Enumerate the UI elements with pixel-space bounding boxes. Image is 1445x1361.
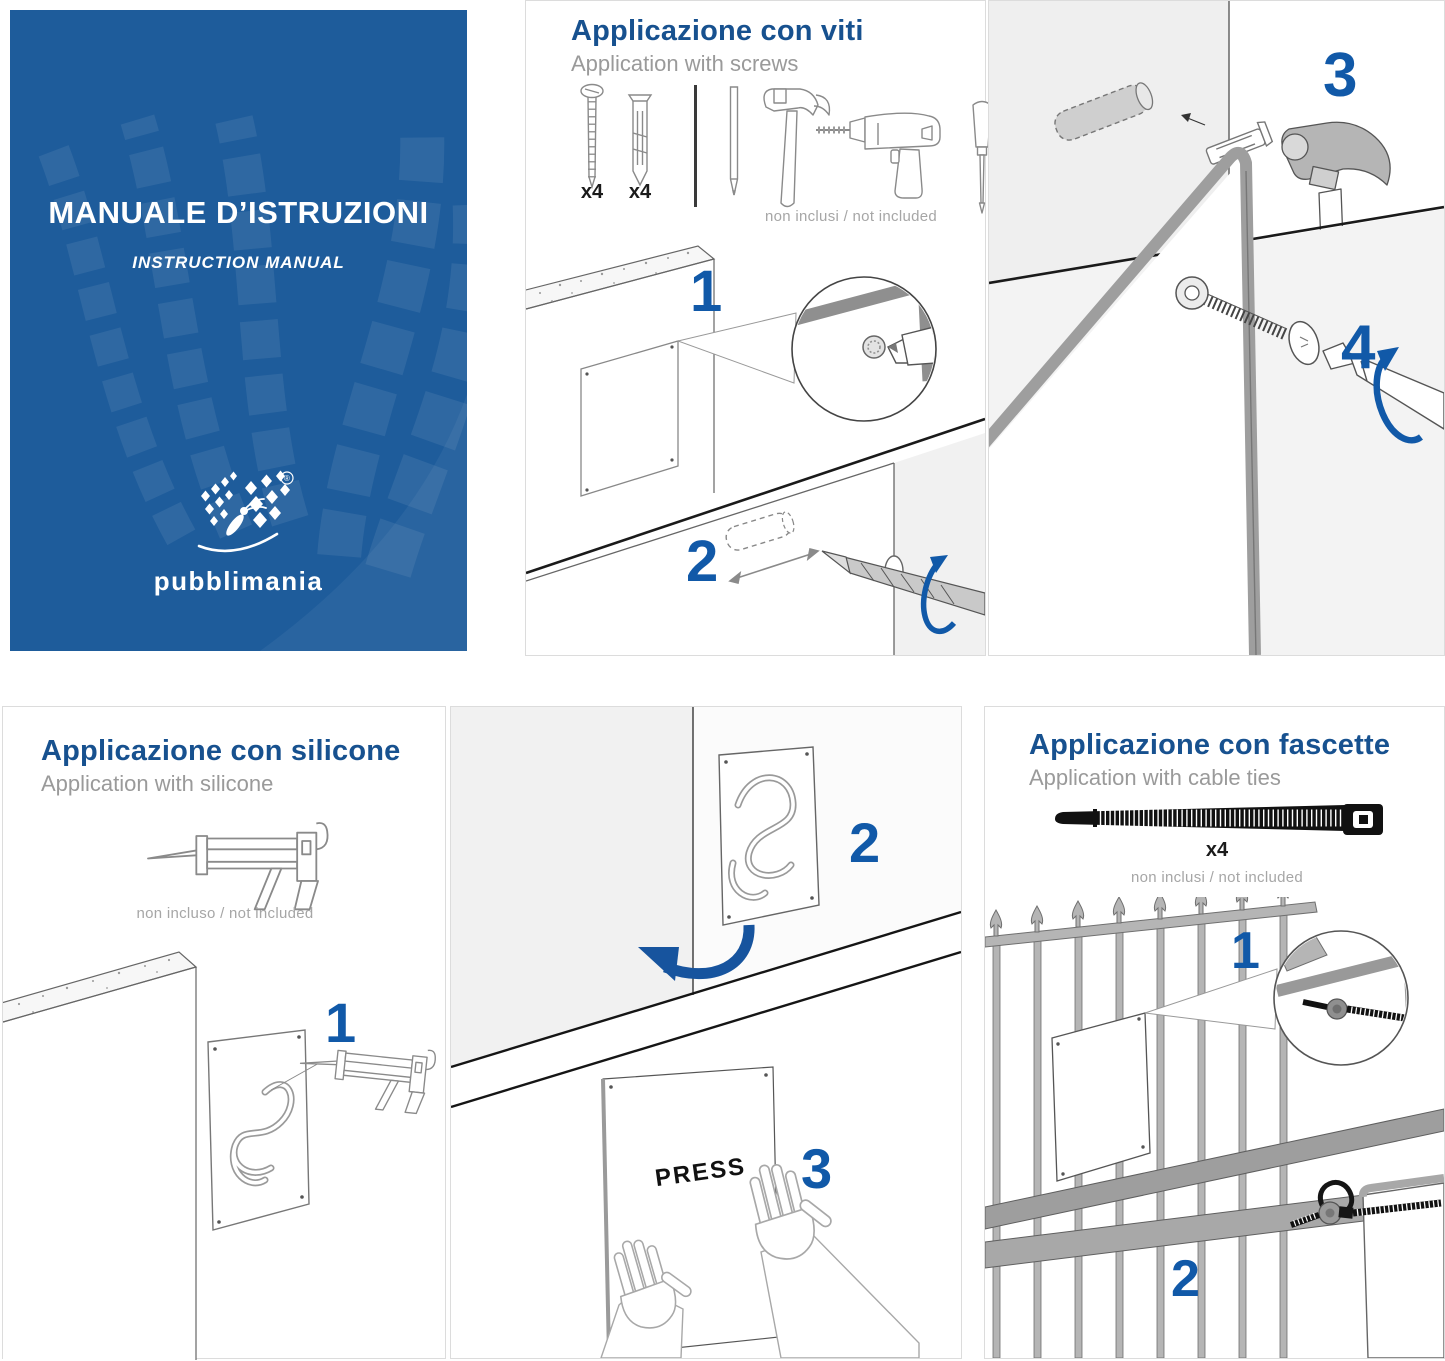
tie-qty-label: x4 <box>1205 839 1229 861</box>
silicone-panel-left <box>2 706 446 1359</box>
screw-icon <box>581 85 603 188</box>
silicone-panel-right <box>450 706 962 1359</box>
silicone-title: Applicazione con silicone <box>41 735 401 767</box>
screw-qty-label: x4 <box>580 181 604 203</box>
ties-step-number-1: 1 <box>1231 922 1260 980</box>
screws-steps-3-4-illustration <box>989 1 1444 655</box>
step-number-1: 1 <box>690 259 723 324</box>
ties-not-included-label: non inclusi / not included <box>1130 869 1304 886</box>
cover-panel <box>10 10 467 651</box>
tools-divider <box>694 85 697 207</box>
silicone-step-number-2: 2 <box>849 811 881 874</box>
cable-ties-subtitle: Application with cable ties <box>1029 765 1281 790</box>
magnifier-circle <box>788 277 962 421</box>
step-number-4: 4 <box>1341 313 1376 382</box>
cable-tie-icon <box>1047 803 1387 837</box>
screws-steps-1-2-illustration <box>526 241 985 655</box>
screws-not-included-label: non inclusi / not included <box>764 208 938 225</box>
sign-panel-with-silicone <box>208 1030 321 1230</box>
wall-illustration <box>3 952 196 1360</box>
magnifier-circle <box>1274 931 1413 1065</box>
silicone-step-1-illustration <box>3 942 445 1360</box>
screws-panel-left <box>525 0 986 656</box>
screws-panel-right <box>988 0 1445 656</box>
caulk-gun-applying-icon <box>297 1037 437 1115</box>
drill-icon <box>816 113 940 198</box>
pencil-icon <box>731 87 738 195</box>
step-number-2: 2 <box>686 529 719 594</box>
sign-panel <box>1052 1013 1150 1181</box>
cable-ties-title: Applicazione con fascette <box>1029 729 1391 761</box>
ties-step-number-2: 2 <box>1171 1250 1200 1308</box>
anchor-qty-label: x4 <box>628 181 652 203</box>
cover-subtitle: INSTRUCTION MANUAL <box>132 253 345 272</box>
silicone-step-number-1: 1 <box>325 991 357 1054</box>
silicone-subtitle: Application with silicone <box>41 771 274 796</box>
press-label: PRESS <box>653 1152 748 1193</box>
butterfly-logo-icon <box>183 468 295 568</box>
cable-ties-panel <box>984 706 1445 1359</box>
cover-title: MANUALE D’ISTRUZIONI <box>48 195 429 230</box>
screws-subtitle: Application with screws <box>571 51 799 76</box>
step-number-3: 3 <box>1323 41 1358 110</box>
hammer-icon <box>764 89 829 207</box>
svg-text:®: ® <box>284 474 290 483</box>
brand-wordmark: pubblimania <box>153 566 324 596</box>
silicone-steps-2-3-illustration <box>451 707 961 1358</box>
fence-illustration <box>985 897 1444 1358</box>
silicone-step-number-3: 3 <box>801 1137 833 1200</box>
sign-panel-with-silicone <box>719 747 819 925</box>
wall-anchor-icon <box>629 95 651 185</box>
silicone-not-included-label: non incluso / not included <box>136 905 314 922</box>
screws-title: Applicazione con viti <box>571 15 864 47</box>
caulk-gun-icon <box>143 811 333 911</box>
